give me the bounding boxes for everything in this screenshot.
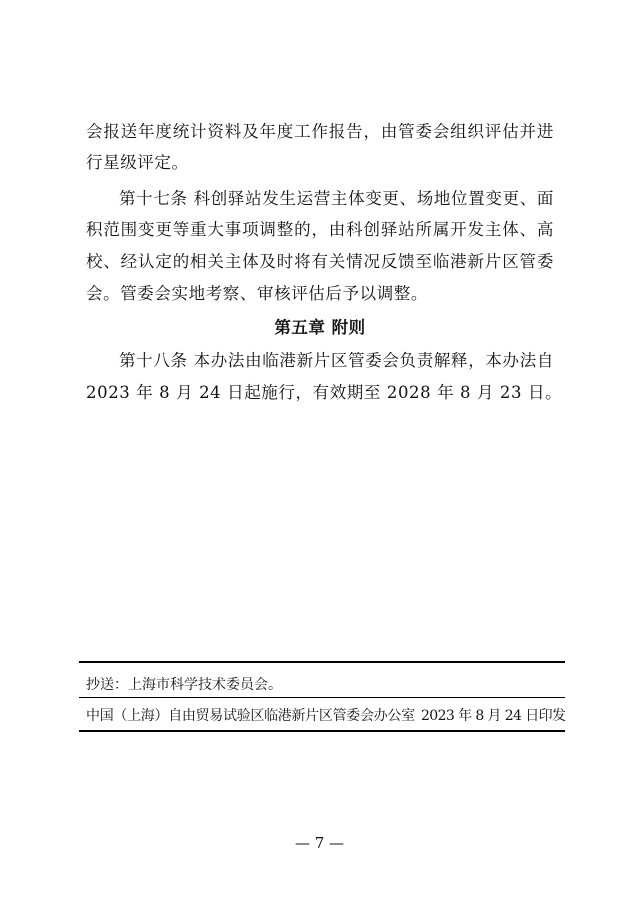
article-17-line-1: 第十七条 科创驿站发生运营主体变更、场地位置变更、面 (119, 189, 554, 208)
paragraph-1-line-1: 会报送年度统计资料及年度工作报告，由管委会组织评估并进 (86, 122, 554, 141)
issuer-name: 中国（上海）自由贸易试验区临港新片区管委会办公室 (86, 708, 415, 724)
footer-middle-rule (79, 697, 565, 698)
footer-top-rule (79, 661, 565, 663)
footer-bottom-rule (79, 730, 565, 732)
chapter-heading: 第五章 附则 (274, 318, 366, 337)
paragraph-1-line-2: 行星级评定。 (86, 153, 189, 172)
article-18-line-2: 2023 年 8 月 24 日起施行，有效期至 2028 年 8 月 23 日。 (86, 383, 563, 402)
article-17-line-3: 校、经认定的相关主体及时将有关情况反馈至临港新片区管委 (86, 252, 554, 271)
article-18-line-1: 第十八条 本办法由临港新片区管委会负责解释，本办法自 (119, 351, 554, 370)
article-17-line-4: 会。管委会实地考察、审核评估后予以调整。 (86, 284, 428, 303)
cc-line: 抄送：上海市科学技术委员会。 (86, 677, 282, 693)
issue-date: 2023 年 8 月 24 日印发 (421, 708, 566, 724)
page-number: — 7 — (294, 834, 345, 852)
article-17-line-2: 积范围变更等重大事项调整的，由科创驿站所属开发主体、高 (86, 220, 554, 239)
